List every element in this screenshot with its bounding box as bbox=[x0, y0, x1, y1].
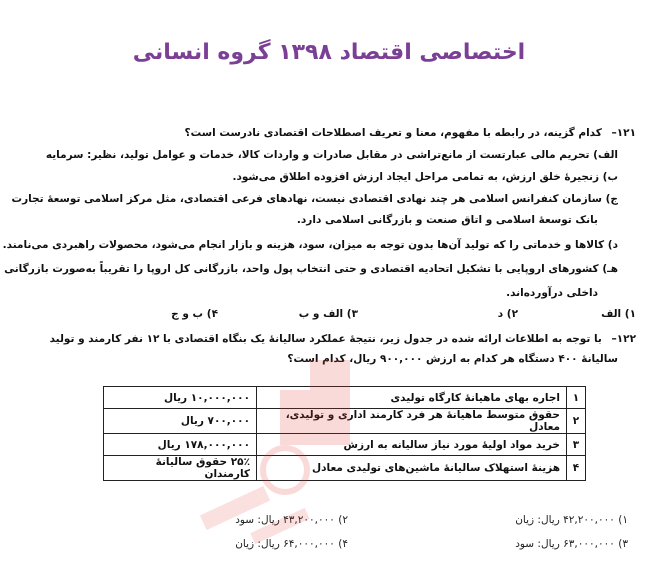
question-121-options bbox=[16, 308, 636, 320]
row-value: ۷۰۰,۰۰۰ ریال bbox=[104, 409, 257, 434]
q122-option-3[interactable]: ۳) ۶۳,۰۰۰,۰۰۰ ریال: سود bbox=[515, 538, 628, 550]
question-122-stem-line2: سالیانهٔ ۴۰۰ دستگاه هر کدام به ارزش ۹۰۰,۰۰۰ ریال، کدام است؟ bbox=[287, 353, 618, 365]
question-121-item-c-cont: بانک توسعهٔ اسلامی و اتاق صنعت و بازرگانی اسلامی دارد. bbox=[296, 214, 598, 226]
question-121-item-d: د) کالاها و خدماتی را که تولید آن‌ها بدون توجه به میزان، سود، هزینه و بازار انجام می‌شود، محصولات راهبردی می‌نامند. bbox=[2, 239, 618, 251]
q122-option-1[interactable]: ۱) ۴۲,۲۰۰,۰۰۰ ریال: زیان bbox=[515, 514, 628, 526]
q121-option-3[interactable]: ۳) الف و ب bbox=[298, 308, 358, 320]
q121-option-2[interactable]: ۲) د bbox=[497, 308, 518, 320]
row-item: حقوق متوسط ماهیانهٔ هر فرد کارمند اداری و تولیدی، معادل bbox=[257, 409, 567, 434]
question-121-text: کدام گزینه، در رابطه با مفهوم، معنا و تعریف اصطلاحات اقتصادی نادرست است؟ bbox=[184, 127, 602, 139]
row-number: ۱ bbox=[567, 387, 586, 409]
cost-table bbox=[103, 386, 586, 481]
question-122-number: ۱۲۲– bbox=[611, 333, 636, 345]
question-121-item-e-cont: داخلی درآورده‌اند. bbox=[506, 287, 598, 299]
page-title: اختصاصی اقتصاد ۱۳۹۸ گروه انسانی bbox=[132, 40, 526, 65]
row-value: ۱۷۸,۰۰۰,۰۰۰ ریال bbox=[104, 434, 257, 456]
question-121-item-b: ب) زنجیرهٔ خلق ارزش، به تمامی مراحل ایجاد ارزش افزوده اطلاق می‌شود. bbox=[232, 171, 618, 183]
row-number: ۳ bbox=[567, 434, 586, 456]
question-121-item-a: الف) تحریم مالی عبارتست از مانع‌تراشی در مقابل صادرات و واردات کالا، خدمات و عوامل تولید، نظیر: سرمایه bbox=[45, 149, 618, 161]
question-121-number: ۱۲۱– bbox=[611, 127, 636, 139]
table-row bbox=[104, 387, 586, 409]
question-121-item-c: ج) سازمان کنفرانس اسلامی هر چند نهادی اقتصادی نیست، نهادهای فرعی اقتصادی، مثل مرکز اسلامی توسعهٔ تجارت bbox=[11, 193, 618, 205]
row-number: ۲ bbox=[567, 409, 586, 434]
row-item: اجاره بهای ماهیانهٔ کارگاه تولیدی bbox=[257, 387, 567, 409]
row-value: ۲۵٪ حقوق سالیانهٔ کارمندان bbox=[104, 456, 257, 481]
table-row bbox=[104, 409, 586, 434]
q121-option-1[interactable]: ۱) الف bbox=[601, 308, 636, 320]
question-121-item-e: هـ) کشورهای اروپایی با تشکیل اتحادیه اقتصادی و حتی انتخاب پول واحد، بازرگانی کل اروپا را تقریباً به‌صورت بازرگانی bbox=[4, 263, 618, 275]
row-value: ۱۰,۰۰۰,۰۰۰ ریال bbox=[104, 387, 257, 409]
q122-option-4[interactable]: ۴) ۶۴,۰۰۰,۰۰۰ ریال: زیان bbox=[235, 538, 348, 550]
table-row bbox=[104, 456, 586, 481]
q122-option-2[interactable]: ۲) ۴۳,۲۰۰,۰۰۰ ریال: سود bbox=[235, 514, 348, 526]
row-item: هزینهٔ استهلاک سالیانهٔ ماشین‌های تولیدی معادل bbox=[257, 456, 567, 481]
row-item: خرید مواد اولیهٔ مورد نیاز سالیانه به ارزش bbox=[257, 434, 567, 456]
question-122-text-1: با توجه به اطلاعات ارائه شده در جدول زیر، نتیجهٔ عملکرد سالیانهٔ یک بنگاه اقتصادی با ۱۲ نفر کارمند و تولید bbox=[49, 333, 602, 345]
row-number: ۴ bbox=[567, 456, 586, 481]
q121-option-4[interactable]: ۴) ب و ج bbox=[171, 308, 218, 320]
question-121-stem bbox=[16, 124, 636, 142]
table-row bbox=[104, 434, 586, 456]
question-122-stem-line1 bbox=[16, 330, 636, 348]
